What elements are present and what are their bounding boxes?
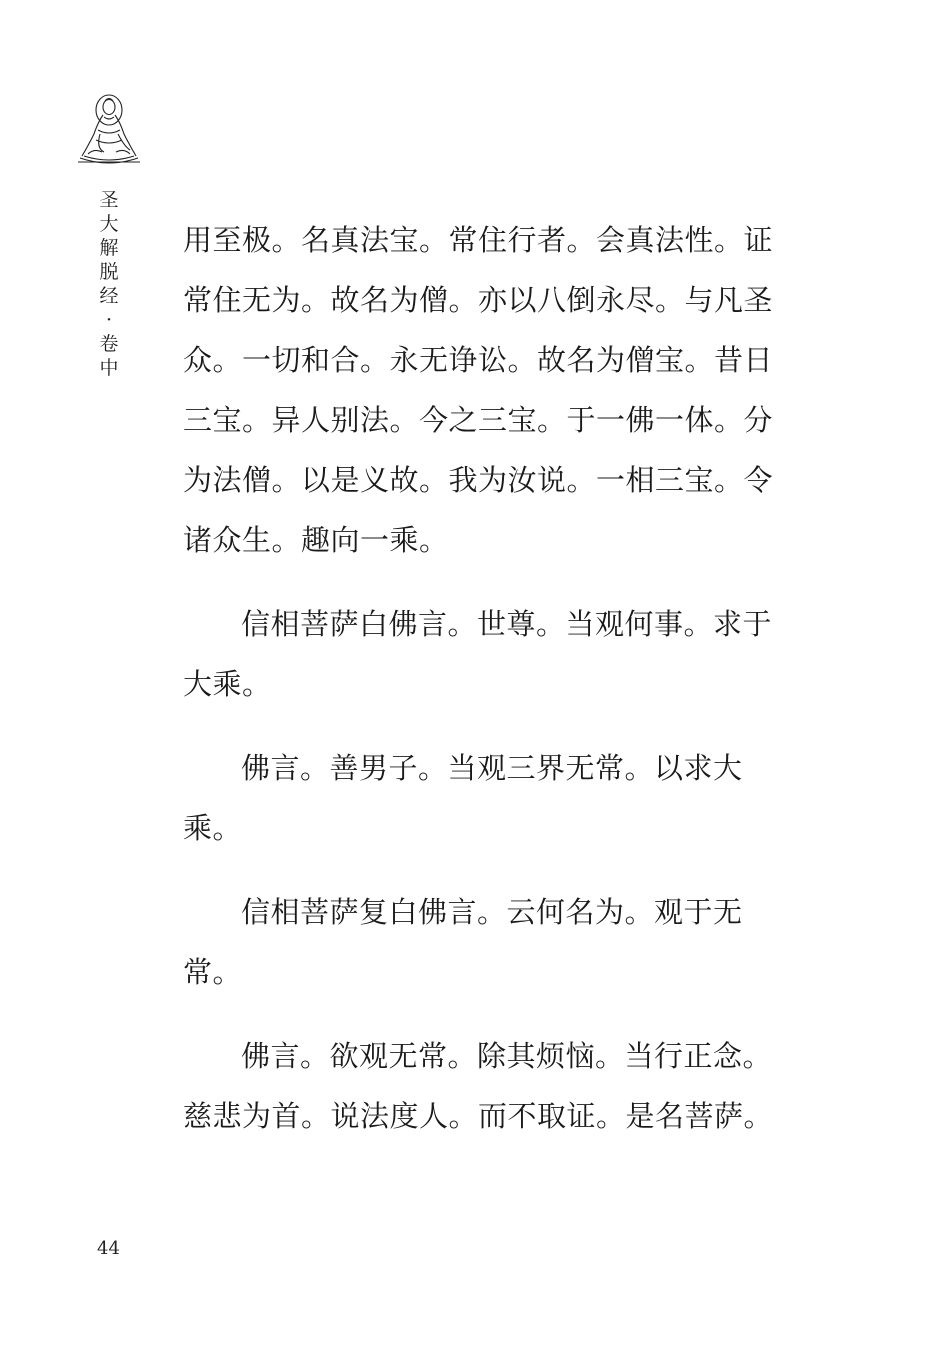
scripture-body [183, 210, 773, 1146]
running-title-char: 经 [99, 285, 119, 307]
running-title-char: · [105, 309, 113, 331]
paragraph: 信相菩萨复白佛言。云何名为。观于无常。 [183, 895, 743, 989]
paragraph: 用至极。名真法宝。常住行者。会真法性。证常住无为。故名为僧。亦以八倒永尽。与凡圣众。一切和合。永无诤讼。故名为僧宝。昔日三宝。异人别法。今之三宝。于一佛一体。分为法僧。以是义故。我为汝说。一相三宝。令诸众生。趣向一乘。 [183, 223, 774, 557]
paragraph: 佛言。善男子。当观三界无常。以求大乘。 [183, 751, 743, 845]
buddha-emblem-icon [74, 90, 144, 168]
running-title-char: 卷 [99, 333, 119, 355]
running-title-char: 脱 [99, 261, 119, 283]
running-title-char: 解 [99, 237, 119, 259]
paragraph: 信相菩萨白佛言。世尊。当观何事。求于大乘。 [183, 607, 773, 701]
running-title-char: 中 [99, 357, 119, 379]
running-title-char: 圣 [99, 189, 119, 211]
paragraph: 佛言。欲观无常。除其烦恼。当行正念。慈悲为首。说法度人。而不取证。是名菩萨。 [183, 1039, 774, 1133]
page-number: 44 [97, 1238, 120, 1259]
running-title-vertical [98, 188, 120, 380]
running-title-char: 大 [99, 213, 119, 235]
